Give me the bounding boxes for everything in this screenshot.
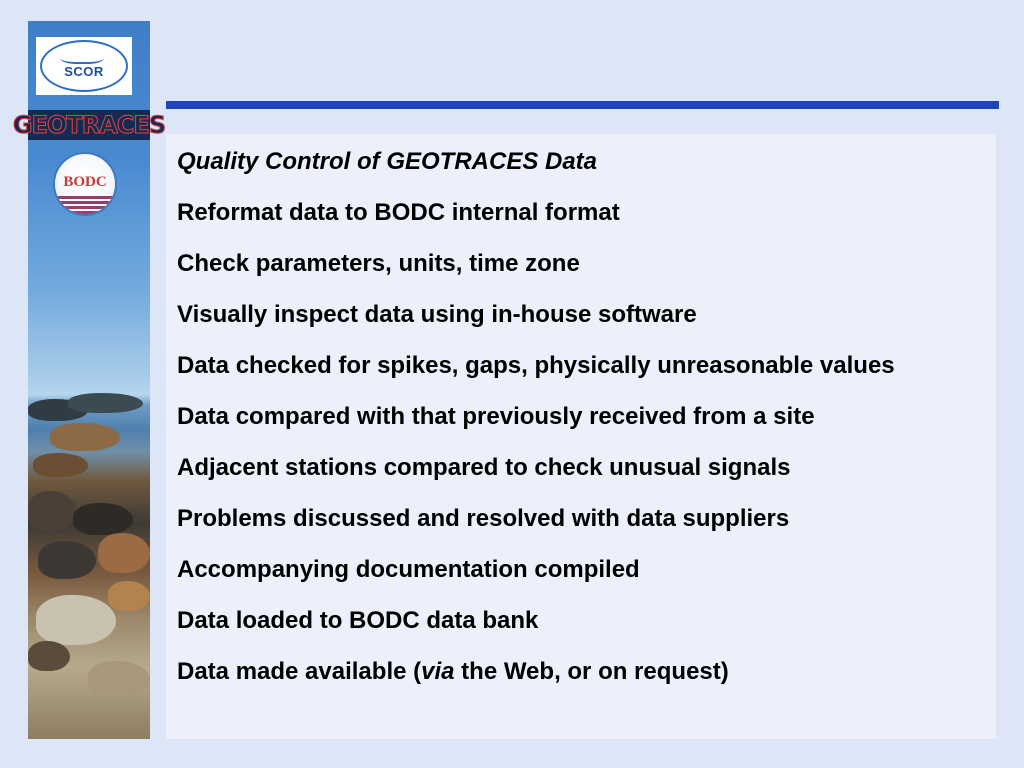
list-item-text: Data made available ( — [177, 658, 422, 685]
title-rule — [166, 101, 999, 109]
list-item: Accompanying documentation compiled — [177, 556, 640, 583]
content-panel — [166, 134, 996, 739]
list-item: Reformat data to BODC internal format — [177, 199, 620, 226]
list-item — [177, 655, 1005, 688]
geotraces-logo — [12, 110, 166, 140]
list-item: Adjacent stations compared to check unusual signals — [177, 454, 791, 481]
list-item: Data checked for spikes, gaps, physically unreasonable values — [177, 352, 895, 379]
bullet-list — [166, 134, 996, 688]
list-item-text: the Web, or on request) — [454, 658, 729, 685]
scor-logo-text: SCOR — [64, 63, 104, 79]
list-item: Check parameters, units, time zone — [177, 250, 580, 277]
bodc-wave-graphic — [55, 196, 115, 214]
scor-emblem — [40, 40, 128, 92]
bodc-logo-text: BODC — [63, 173, 107, 190]
geotraces-logo-text: GEOTRACES — [12, 111, 166, 139]
bodc-logo — [53, 152, 117, 216]
list-item-emphasis: via — [421, 658, 455, 685]
list-item: Data compared with that previously received from a site — [177, 403, 815, 430]
list-item: Visually inspect data using in-house software — [177, 301, 697, 328]
list-item: Data loaded to BODC data bank — [177, 607, 539, 634]
scor-logo — [36, 37, 132, 95]
list-item: Problems discussed and resolved with data suppliers — [177, 505, 790, 532]
list-heading: Quality Control of GEOTRACES Data — [177, 148, 598, 175]
